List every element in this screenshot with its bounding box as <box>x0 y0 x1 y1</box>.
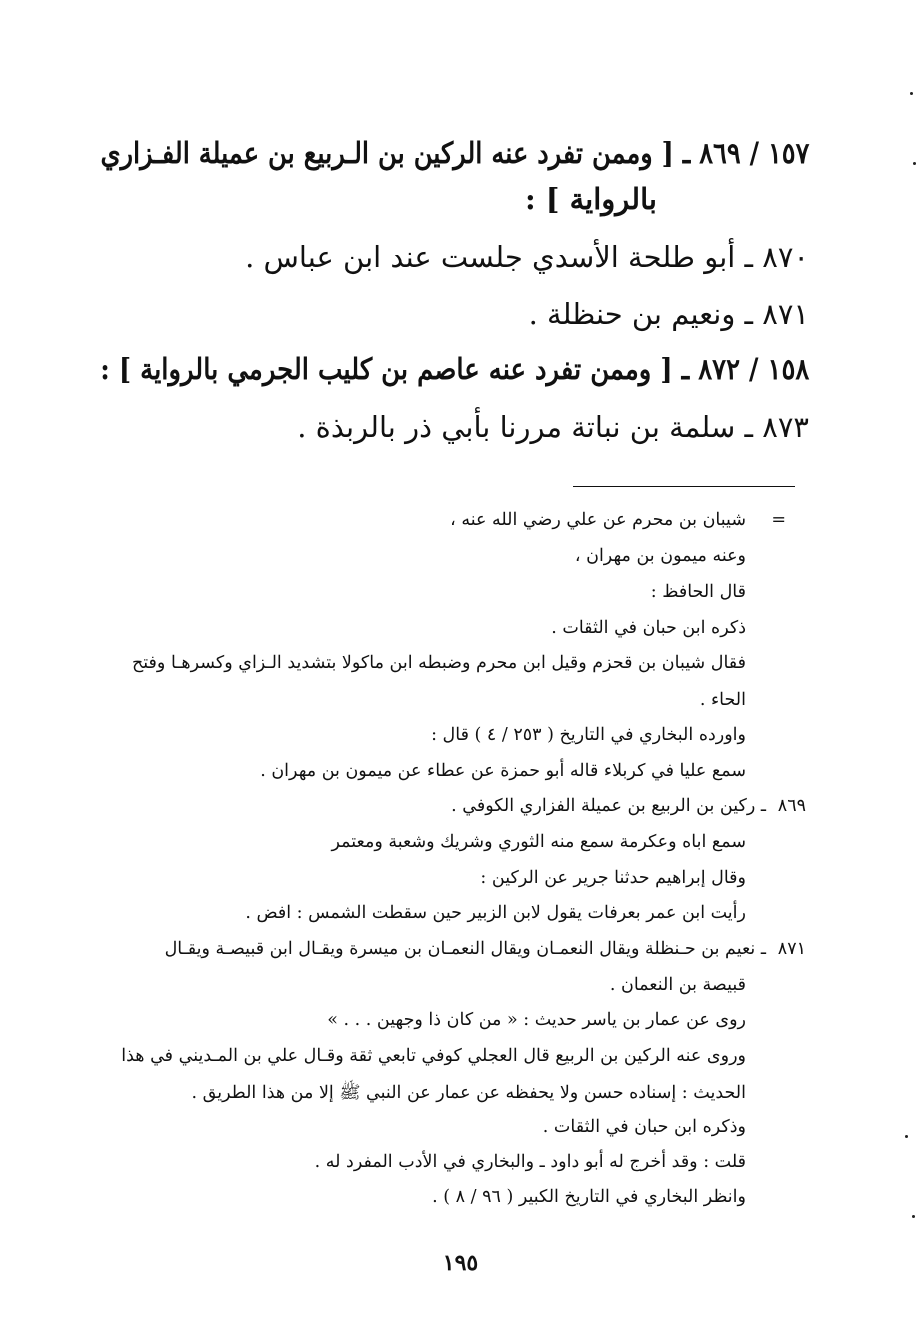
footnote-line: وروى عنه الركين بن الربيع قال العجلي كوفي تابعي ثقة وقـال علي بن المـديني في هذا <box>121 1046 746 1066</box>
footnote-line: وعنه ميمون بن مهران ، <box>574 546 746 566</box>
footnote-line: قال الحافظ : <box>650 582 746 602</box>
footnote-number-871: ٨٧١ <box>777 939 806 959</box>
footnote-line: سمع اباه وعكرمة سمع منه الثوري وشريك وشعبة ومعتمر <box>331 832 746 852</box>
footnote-line: شيبان بن محرم عن علي رضي الله عنه ، <box>450 510 746 530</box>
entry-158-heading: ١٥٨ / ٨٧٢ ـ [ وممن تفرد عنه عاصم بن كليب الجرمي بالرواية ] : <box>100 352 809 386</box>
scan-speck <box>910 92 913 95</box>
footnote-line: وانظر البخاري في التاريخ الكبير ( ٩٦ / ٨ ) . <box>432 1187 746 1207</box>
footnote-line: الحديث : إسناده حسن ولا يحفظه عن عمار عن النبي ﷺ إلا من هذا الطريق . <box>191 1083 746 1103</box>
entry-157-heading: ١٥٧ / ٨٦٩ ـ [ وممن تفرد عنه الركين بن الـربيع بن عميلة الفـزاري <box>100 136 809 170</box>
entry-873: ٨٧٣ ـ سلمة بن نباتة مررنا بأبي ذر بالربذة . <box>297 410 809 444</box>
footnote-separator <box>573 486 795 487</box>
footnote-line: ذكره ابن حبان في الثقات . <box>551 618 746 638</box>
footnote-line: واورده البخاري في التاريخ ( ٢٥٣ / ٤ ) قال : <box>431 725 746 745</box>
footnote-line: فقال شيبان بن قحزم وقيل ابن محرم وضبطه ابن ماكولا بتشديد الـزاي وكسرهـا وفتح <box>131 653 746 673</box>
scan-speck <box>913 162 916 165</box>
entry-870: ٨٧٠ ـ أبو طلحة الأسدي جلست عند ابن عباس . <box>245 240 809 274</box>
footnote-line: وذكره ابن حبان في الثقات . <box>542 1117 746 1137</box>
footnote-line: وقال إبراهيم حدثنا جرير عن الركين : <box>480 868 746 888</box>
entry-871: ٨٧١ ـ ونعيم بن حنظلة . <box>528 297 809 331</box>
continuation-mark: = <box>771 510 786 530</box>
scan-speck <box>912 1215 915 1218</box>
entry-157-heading-cont: بالرواية ] : <box>524 182 657 216</box>
page-number: ١٩٥ <box>442 1250 479 1276</box>
footnote-line: الحاء . <box>699 690 746 710</box>
footnote-line: قبيصة بن النعمان . <box>609 975 746 995</box>
footnote-line: قلت : وقد أخرج له أبو داود ـ والبخاري في الأدب المفرد له . <box>314 1152 746 1172</box>
footnote-line: رأيت ابن عمر بعرفات يقول لابن الزبير حين سقطت الشمس : افض . <box>245 903 746 923</box>
footnote-line: سمع عليا في كربلاء قاله أبو حمزة عن عطاء عن ميمون بن مهران . <box>260 761 746 781</box>
footnote-number-869: ٨٦٩ <box>777 796 806 816</box>
footnote-line: روى عن عمار بن ياسر حديث : « من كان ذا وجهين . . . » <box>327 1010 746 1030</box>
footnote-line: ـ ركين بن الربيع بن عميلة الفزاري الكوفي . <box>451 796 766 816</box>
footnote-line: ـ نعيم بن حـنظلة ويقال النعمـان ويقال النعمـان بن ميسرة ويقـال ابن قبيصـة ويقـال <box>164 939 766 959</box>
scan-speck <box>905 1135 908 1138</box>
